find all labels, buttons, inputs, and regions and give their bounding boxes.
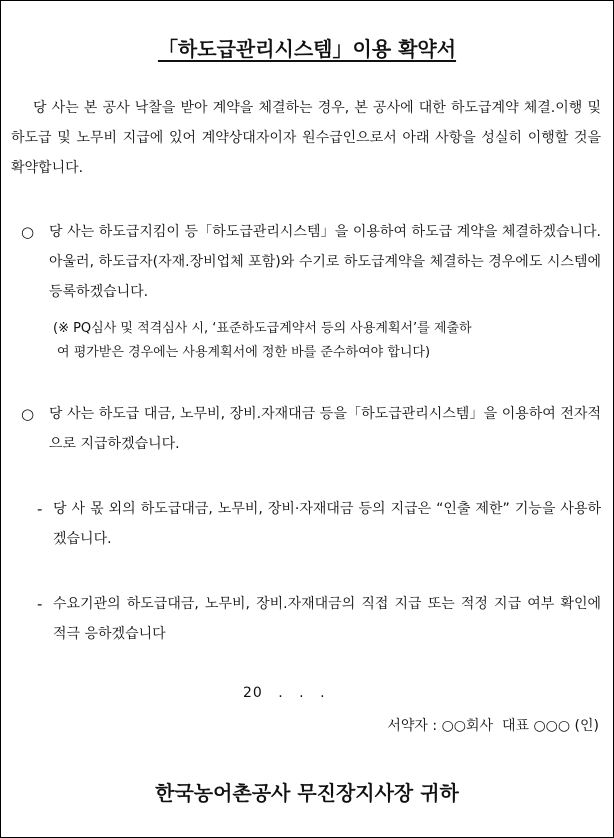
bullet-marker-1: ○ bbox=[21, 223, 35, 241]
bullet-item-1: 당 사는 하도급지킴이 등「하도급관리시스템」을 이용하여 하도급 계약을 체결하겠습니다. 아울러, 하도급자(자재.장비업체 포함)와 수기로 하도급계약을 체결하는 경우에도 시스템에 등록하겠습니다. bbox=[49, 224, 601, 300]
addressee: 한국농어촌공사 무진장지사장 귀하 bbox=[155, 781, 459, 805]
dash-marker-2: - bbox=[37, 595, 43, 613]
dash-item-2: 수요기관의 하도급대금, 노무비, 장비.자재대금의 직접 지급 또는 적정 지급 여부 확인에 적극 응하겠습니다 bbox=[53, 596, 601, 642]
document-title: 「하도급관리시스템」이용 확약서 bbox=[157, 37, 457, 61]
signature-line: 서약자 : ○○회사 대표 ○○○ (인) bbox=[387, 718, 599, 734]
dash-marker-1: - bbox=[37, 500, 43, 518]
bullet-item-2: 당 사는 하도급 대금, 노무비, 장비.자재대금 등을「하도급관리시스템」을 이용하여 전자적으로 지급하겠습니다. bbox=[49, 406, 601, 452]
note-line-1: (※ PQ심사 및 적격심사 시, ‘표준하도급계약서 등의 사용계획서’를 제출하 bbox=[53, 321, 472, 336]
note-line-2: 여 평가받은 경우에는 사용계획서에 정한 바를 준수하여야 합니다) bbox=[57, 345, 431, 360]
bullet-note bbox=[53, 317, 601, 365]
intro-paragraph: 당 사는 본 공사 낙찰을 받아 계약을 체결하는 경우, 본 공사에 대한 하도급계약 체결.이행 및 하도급 및 노무비 지급에 있어 계약상대자이자 원수급인으로서 아래 사항을 성실히 이행할 것을 확약합니다. bbox=[11, 100, 601, 176]
dash-item-1: 당 사 몫 외의 하도급대금, 노무비, 장비·자재대금 등의 지급은 “인출 제한” 기능을 사용하겠습니다. bbox=[53, 501, 601, 547]
date-line: 20 . . . bbox=[243, 685, 326, 701]
bullet-marker-2: ○ bbox=[21, 405, 35, 423]
